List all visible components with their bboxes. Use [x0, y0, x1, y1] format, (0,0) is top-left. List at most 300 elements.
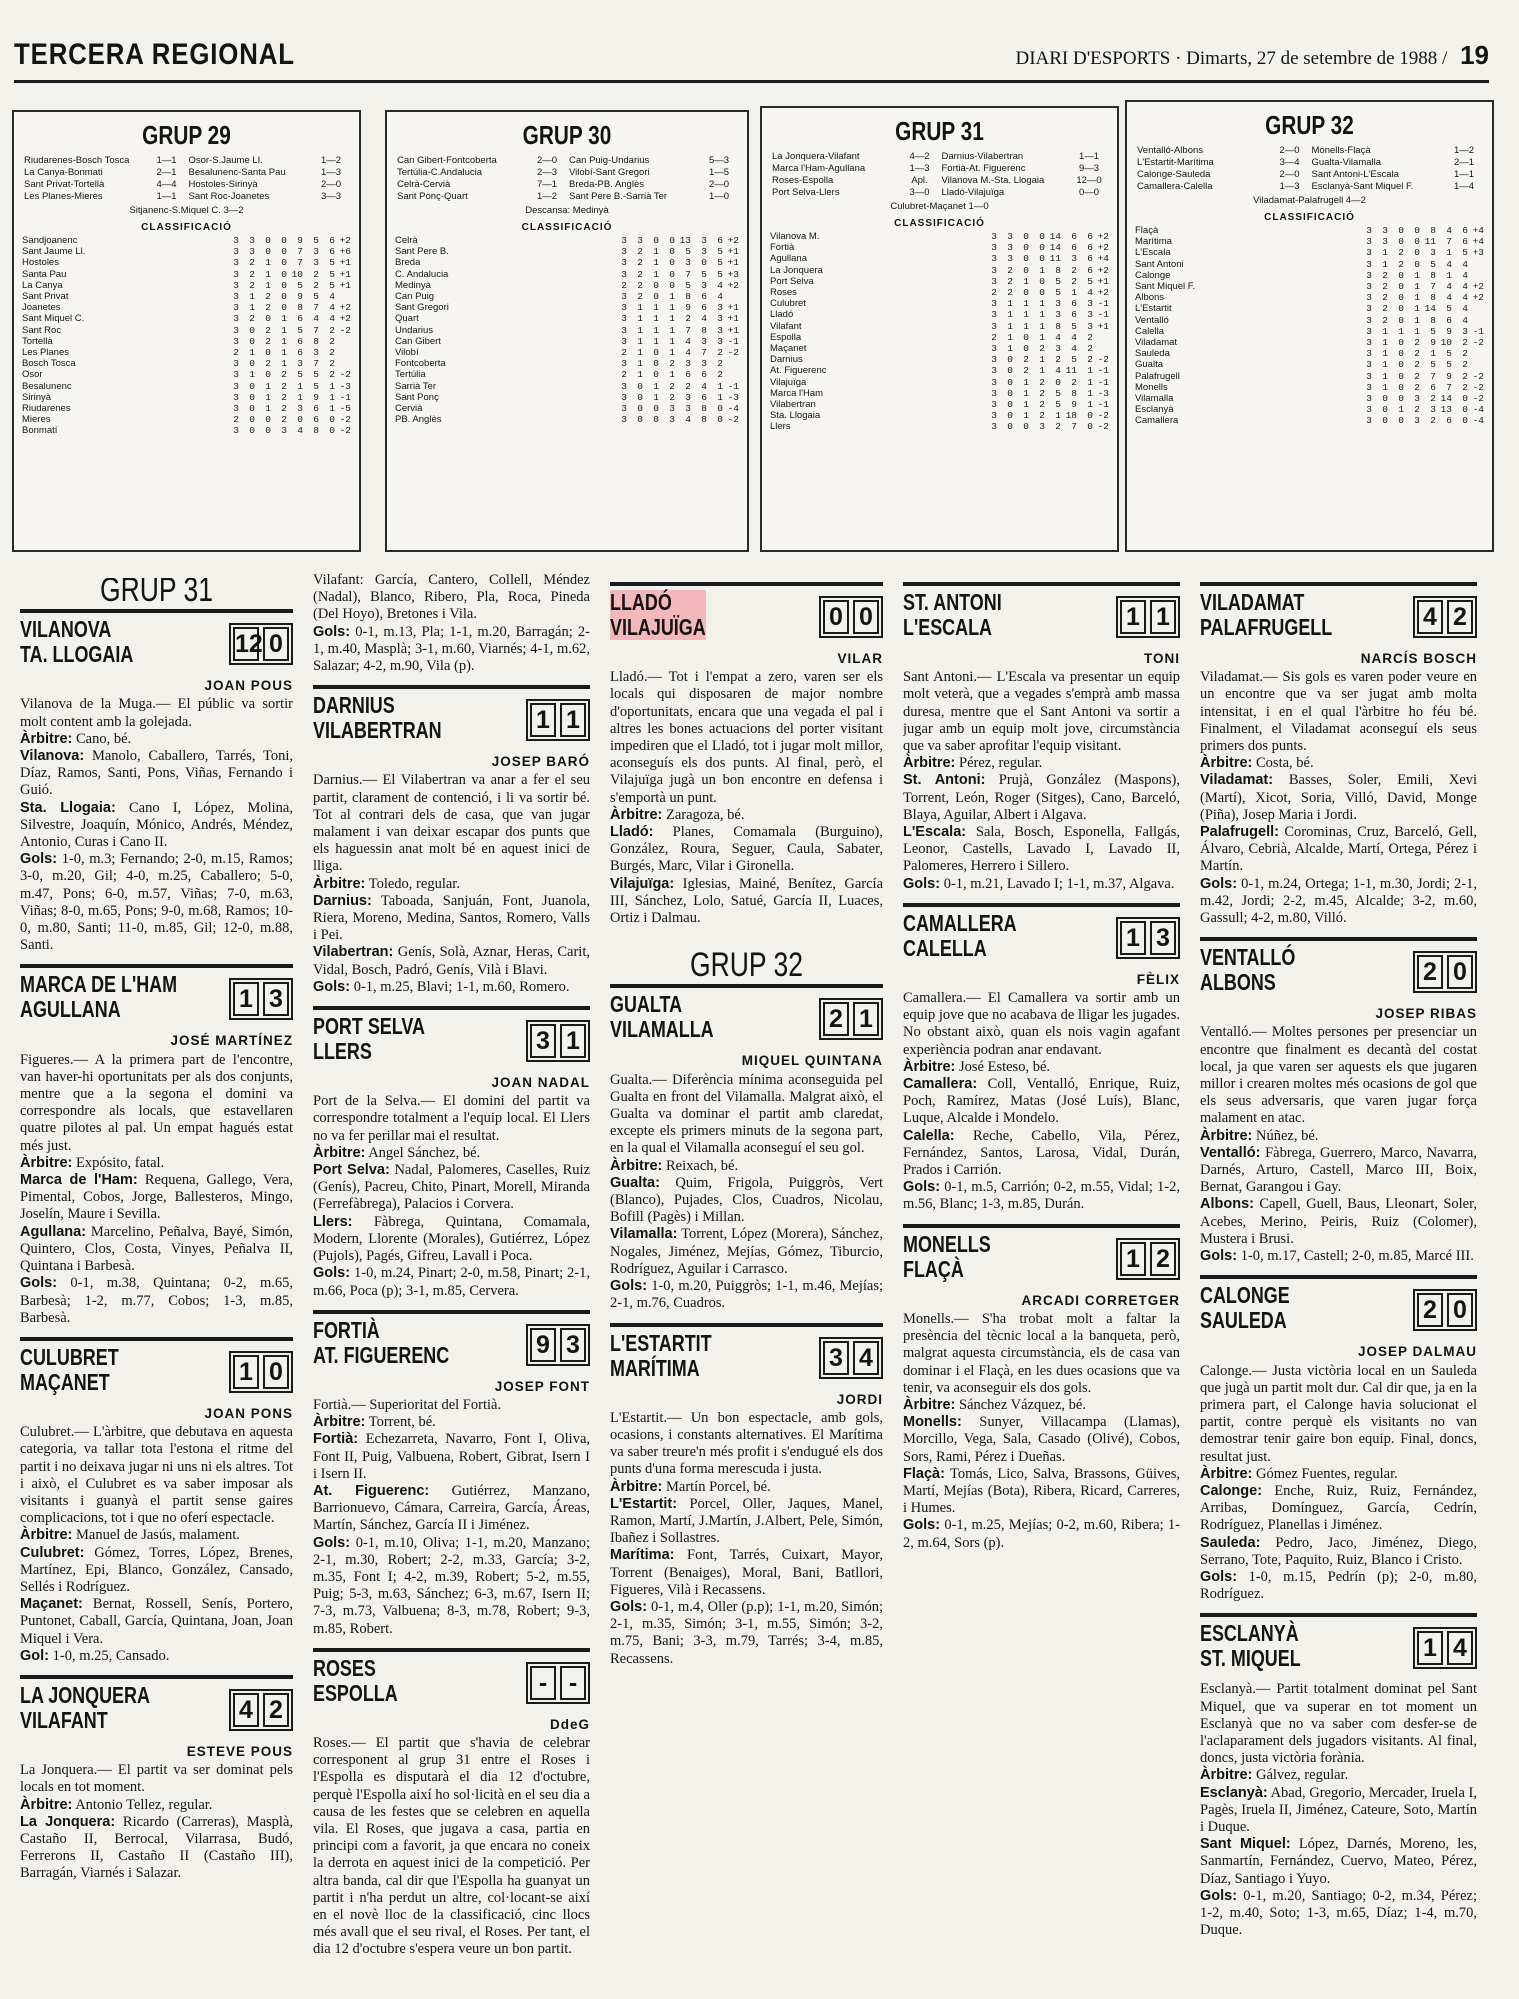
result-teams: Vilanova M.-Sta. Llogaia	[941, 175, 1045, 186]
stat-cell: 9	[297, 291, 303, 303]
referee	[903, 1397, 1180, 1414]
stat-cell: 0	[1087, 421, 1093, 433]
stat-cell: 0	[1398, 415, 1404, 427]
value: Nadal, Palomeres, Caselles, Ruiz (Genís), Pacreu, Chito, Pinart, Morell, Miranda (Ferrefàbrega), Palacios i Corvera.	[313, 1162, 590, 1213]
referee	[1200, 1128, 1477, 1145]
stat-cell: 3	[991, 421, 997, 433]
team-name: Osor	[22, 369, 43, 381]
stat-cell: 6	[1462, 236, 1468, 248]
match-llado-vilajuiga	[610, 582, 883, 927]
stat-cell: 6	[1087, 253, 1093, 265]
stat-cell: 0	[1382, 404, 1388, 416]
stat-cell: +3	[1472, 247, 1484, 259]
home-team: VILANOVA	[20, 616, 112, 643]
result-teams: Sant Pere B.-Sarrià Ter	[569, 191, 668, 202]
standings-row	[770, 343, 1109, 354]
standings-row	[770, 298, 1109, 309]
team-name: Palafrugell	[1135, 370, 1180, 382]
result-teams: Ventalló-Albons	[1137, 145, 1204, 156]
stat-cell: 3	[991, 242, 997, 254]
stat-cell: 4	[701, 313, 707, 325]
label: Viladamat:	[1200, 772, 1274, 789]
goals	[903, 1179, 1180, 1213]
match-viladamat-palafrugell	[1200, 582, 1477, 927]
stat-cell: 7	[313, 324, 319, 336]
report-text: Port de la Selva.— El domini del partit va correspondre totalment a l'equip local. El Llers no va fer perillar mai el resultat.	[313, 1093, 590, 1144]
stat-cell: 5	[313, 380, 319, 392]
standings-row	[22, 414, 351, 425]
away-team: CALELLA	[903, 934, 987, 961]
match-teams	[1200, 1283, 1290, 1333]
lineup-home	[610, 1496, 883, 1548]
stat-cell: 2	[1414, 381, 1420, 393]
stat-cell: 4	[717, 279, 723, 291]
stat-cell: 3	[1366, 325, 1372, 337]
lineup-home	[903, 772, 1180, 824]
stat-cell: 6	[1071, 242, 1077, 254]
team-name: Sant Pere B.	[395, 246, 449, 258]
away-score: 3	[1150, 921, 1176, 955]
label: Àrbitre:	[20, 1154, 73, 1171]
stat-cell: 2	[1382, 269, 1388, 281]
result-teams: Can Gibert-Fontcoberta	[397, 155, 497, 166]
stat-cell: 3	[991, 365, 997, 377]
away-team: L'ESCALA	[903, 614, 992, 640]
label: St. Antoni:	[903, 772, 986, 789]
stat-cell: 4	[329, 313, 335, 325]
result-teams: Sant Roc-Joanetes	[188, 191, 270, 202]
stat-cell	[335, 336, 351, 347]
value: Iglesias, Mainé, Benítez, García III, Sánchez, Lolo, Satué, García II, Luaces, Ortiz i Dalmau.	[610, 875, 883, 927]
stat-cell: 1	[265, 279, 271, 291]
team-name: Esclanyà	[1135, 404, 1174, 416]
label: Àrbitre:	[610, 806, 663, 823]
stat-cell: 2	[329, 324, 335, 336]
stat-cell: -1	[727, 380, 739, 392]
stat-cell: -2	[339, 369, 351, 381]
stat-cell: 0	[265, 347, 271, 359]
stat-cell: 11	[1424, 236, 1436, 248]
stat-cell: 0	[669, 246, 675, 258]
group-title: GRUP 30	[522, 120, 612, 150]
label: Vilamalla:	[610, 1226, 678, 1243]
column-5	[1200, 572, 1477, 1988]
extra-result: Viladamat-Palafrugell 4—2	[1253, 195, 1366, 206]
lineup-home	[20, 1172, 293, 1224]
referee	[610, 1158, 883, 1175]
stat-cell: 2	[281, 369, 287, 381]
team-name: Les Planes	[22, 347, 70, 359]
value: Manuel de Jasús, malament.	[76, 1527, 240, 1544]
author: MIQUEL QUINTANA	[741, 1053, 883, 1069]
standings-table	[1135, 225, 1484, 427]
stat-cell: +1	[339, 268, 351, 280]
stat-cell: 3	[249, 235, 255, 246]
stat-cell: 0	[249, 403, 255, 415]
stat-cell: 3	[297, 403, 303, 415]
lineup-away	[903, 1128, 1180, 1180]
stat-cell: 3	[1366, 225, 1372, 236]
stat-cell: 1	[1023, 298, 1029, 310]
stat-cell: 8	[1055, 320, 1061, 332]
lineup-away	[20, 800, 293, 852]
standings-row	[1135, 326, 1484, 337]
stat-cell: 3	[233, 324, 239, 336]
stat-cell: 4	[1462, 281, 1468, 293]
stat-cell: 5	[1055, 399, 1061, 411]
stat-cell: 2	[265, 324, 271, 336]
stat-cell: 0	[1398, 236, 1404, 248]
stat-cell: 9	[685, 302, 691, 314]
standings-row	[22, 246, 351, 257]
stat-cell: 1	[637, 302, 643, 314]
lineup-home	[1200, 772, 1477, 824]
stat-cell: 1	[637, 313, 643, 325]
author: JOAN POUS	[204, 678, 293, 694]
result-score: 4—4	[156, 179, 177, 190]
value: Gálvez, regular.	[1256, 1767, 1349, 1784]
stat-cell: 5	[329, 279, 335, 291]
score-box	[1413, 1627, 1477, 1669]
home-team: L'ESTARTIT	[610, 1329, 712, 1356]
result-score: 12—0	[1076, 175, 1102, 186]
standings-row	[770, 354, 1109, 365]
team-name: Can Gibert	[395, 335, 441, 347]
stat-cell: 8	[701, 324, 707, 336]
result-teams: Camallera-Calella	[1137, 181, 1213, 192]
standings-row	[22, 369, 351, 380]
stat-cell: 0	[1023, 421, 1029, 433]
stat-cell: 2	[249, 313, 255, 325]
result-score: 1—2	[1453, 145, 1475, 156]
stat-cell	[1468, 359, 1484, 370]
lineup-away	[1200, 1196, 1477, 1248]
stat-cell: 2	[1039, 399, 1045, 411]
stat-cell: 1	[1055, 410, 1061, 422]
stat-cell: 2	[1023, 365, 1029, 377]
stat-cell: 0	[1039, 287, 1045, 299]
home-team: LLADÓ	[610, 590, 706, 615]
stat-cell: 0	[249, 324, 255, 336]
score-box	[1116, 1238, 1180, 1280]
match-header	[903, 903, 1180, 971]
referee	[1200, 1767, 1477, 1784]
stat-cell: 6	[1071, 231, 1077, 242]
referee	[903, 755, 1180, 772]
team-name: Sant Ponç	[395, 391, 439, 403]
stat-cell: +2	[1472, 281, 1484, 293]
result-teams: Osor-S.Jaume LI.	[188, 155, 263, 166]
match-jonquera-continued: Vilafant: García, Cantero, Collell, Méndez (Nadal), Blanco, Ribero, Pla, Roca, Pineda (Del Hoyo), Bretones i Vila.	[313, 572, 590, 623]
referee	[313, 876, 590, 893]
result-teams: Sant Antoni-L'Escala	[1311, 169, 1399, 180]
stat-cell: 3	[621, 335, 627, 347]
team-name: Vilobí	[395, 347, 419, 359]
goals	[1200, 1569, 1477, 1603]
away-team: ST. MIQUEL	[1200, 1645, 1301, 1672]
stat-cell: 2	[265, 358, 271, 370]
stat-cell: 0	[249, 425, 255, 437]
stat-cell: -3	[727, 391, 739, 403]
label: Darnius:	[313, 892, 372, 909]
standings-row	[22, 235, 351, 246]
stat-cell: 2	[249, 257, 255, 269]
stat-cell: 2	[1039, 343, 1045, 355]
label: At. Figuerenc:	[313, 1482, 430, 1499]
stat-cell: 6	[297, 335, 303, 347]
stat-cell: 3	[1366, 381, 1372, 393]
stat-cell: 1	[1382, 359, 1388, 371]
stat-cell: 4	[1462, 303, 1468, 315]
team-name: Sant Roc	[22, 324, 62, 336]
standings-row	[770, 365, 1109, 376]
goals	[610, 1278, 883, 1312]
home-team: MONELLS	[903, 1230, 991, 1257]
team-name: Riudarenes	[22, 403, 71, 415]
stat-cell: +2	[1097, 231, 1109, 242]
stat-cell: 7	[685, 268, 691, 280]
stat-cell: 1	[1382, 348, 1388, 360]
stat-cell: 1	[637, 358, 643, 370]
stat-cell: 0	[653, 347, 659, 359]
author: FÈLIX	[1136, 971, 1180, 987]
away-score: 1	[560, 1024, 586, 1058]
team-name: Viladamat	[1135, 337, 1178, 349]
result-score: 0—0	[1078, 187, 1100, 198]
stat-cell: 0	[281, 279, 287, 291]
match-gualta-vilamalla	[610, 984, 883, 1312]
value: Sala, Bosch, Esponella, Fallgás, Leonor, Castells, Lavado I, Lavado II, Palomeres, Herrero i Sillero.	[903, 824, 1180, 875]
lineup-away	[1200, 824, 1477, 876]
standings-table	[770, 231, 1109, 433]
stat-cell: -2	[727, 347, 739, 359]
team-name: Albons	[1135, 292, 1165, 304]
stat-cell: 1	[1007, 309, 1013, 321]
column-4	[903, 572, 1180, 1988]
stat-cell: 4	[1446, 258, 1452, 270]
standings-row	[395, 302, 739, 313]
lineup-home	[1200, 1483, 1477, 1535]
stat-cell: 4	[1446, 281, 1452, 293]
stat-cell: 8	[313, 335, 319, 347]
home-team: MARCA DE L'HAM	[20, 971, 178, 998]
stat-cell: 9	[1430, 337, 1436, 349]
stat-cell: +3	[727, 268, 739, 280]
value: Fàbrega, Guerrero, Marco, Navarra, Darnés, Arturo, Castell, Marco III, Boix, Bernat, Garangou i Gay.	[1200, 1144, 1477, 1196]
label: Esclanyà:	[1200, 1784, 1268, 1801]
standings-box-grup-32	[1125, 100, 1494, 552]
stat-cell: 1	[1023, 387, 1029, 399]
lineup-home	[1200, 1145, 1477, 1197]
results-grid	[24, 155, 349, 203]
team-name: Sant Gregori	[395, 302, 449, 314]
away-score: -	[560, 1666, 586, 1700]
stat-cell: 3	[685, 358, 691, 370]
stat-cell: 5	[717, 246, 723, 258]
lineup-home	[20, 748, 293, 800]
value: Gómez Fuentes, regular.	[1256, 1465, 1398, 1482]
match-teams	[903, 911, 1017, 961]
stat-cell: +2	[727, 235, 739, 246]
stat-cell: 0	[249, 335, 255, 347]
match-roses-espolla	[313, 1648, 590, 1959]
stat-cell: 0	[1398, 348, 1404, 360]
value: 0-1, m.10, Oliva; 1-1, m.20, Manzano; 2-1, m.30, Robert; 2-2, m.33, García; 3-2, m.35, Font I; 4-2, m.39, Robert; 5-2, m.55, Puig; 5-3, m.63, Sánchez; 6-3, m.67, Isern II; 7-3, m.73, Valbuena; 8-3, m.78, Robert; 9-3, m.85, Robert.	[313, 1534, 590, 1637]
value: 0-1, m.21, Lavado I; 1-1, m.37, Algava.	[943, 875, 1175, 892]
stat-cell: 1	[717, 380, 723, 392]
team-name: Quart	[395, 313, 419, 325]
label: Ventalló:	[1200, 1144, 1261, 1161]
stat-cell: 1	[1398, 325, 1404, 337]
stat-cell: +1	[727, 302, 739, 314]
stat-cell: -4	[1472, 415, 1484, 427]
stat-cell: 3	[701, 279, 707, 291]
stat-cell: 2	[1055, 354, 1061, 366]
stat-cell: 3	[991, 298, 997, 310]
value: Gómez, Torres, López, Brenes, Martínez, Epi, Blanco, González, Cansado, Sellés i Rodríguez.	[20, 1544, 293, 1595]
label: Marca de l'Ham:	[20, 1172, 138, 1189]
stat-cell: 4	[1462, 258, 1468, 270]
stat-cell: 1	[1023, 309, 1029, 321]
match-teams	[1200, 1621, 1301, 1671]
match-santantoni-escala	[903, 582, 1180, 893]
author: JORDI	[836, 1391, 883, 1407]
away-score: 2	[263, 1693, 289, 1727]
result-teams: Besalunenc-Santa Pau	[188, 167, 286, 178]
group-title: GRUP 32	[1265, 110, 1354, 140]
home-score: 9	[530, 1328, 556, 1362]
stat-cell: 3	[621, 403, 627, 415]
stat-cell: 3	[1007, 253, 1013, 265]
stat-cell: 1	[329, 403, 335, 415]
stat-cell: 9	[1446, 370, 1452, 382]
stat-cell: 2	[685, 313, 691, 325]
label: Gols:	[1200, 1887, 1238, 1904]
result-score: 9—3	[1078, 163, 1100, 174]
value: Planes, Comamala (Burguino), González, Roura, Seguer, Caula, Sabater, Burgés, Marc, Vilar i Gironella.	[610, 824, 883, 875]
standings-row	[1135, 225, 1484, 236]
stat-cell: 8	[313, 425, 319, 437]
label: Sauleda:	[1200, 1534, 1261, 1551]
report-text: Calonge.— Justa victòria local en un Sauleda que jugà un partit molt dur. Cal dir que, ja en la primera part, el Calonge havia solucionat el partit, contre perquè els visitants no van demostrar tenir gaire bon equip. Final, doncs, resultat just.	[1200, 1362, 1477, 1465]
match-header	[610, 582, 883, 650]
stat-cell: 5	[1446, 348, 1452, 360]
result-teams: Riudarenes-Bosch Tosca	[24, 155, 130, 166]
stat-cell: 0	[1414, 258, 1420, 270]
result-score: 1—1	[1453, 169, 1475, 180]
grup31-heading: GRUP 31	[99, 578, 214, 609]
team-name: Bosch Tosca	[22, 358, 76, 370]
stat-cell: 2	[233, 414, 239, 426]
group-title: GRUP 31	[895, 116, 984, 146]
value: 0-1, m.5, Carrión; 0-2, m.55, Vidal; 1-2, m.56, Blanc; 1-3, m.85, Durán.	[903, 1179, 1180, 1213]
stat-cell	[723, 369, 739, 380]
stat-cell: 3	[233, 302, 239, 314]
stat-cell: 3	[233, 391, 239, 403]
standings-row	[395, 347, 739, 358]
label: Gols:	[20, 851, 58, 868]
stat-cell: 3	[233, 358, 239, 370]
standings-row	[1135, 270, 1484, 281]
stat-cell: 4	[1055, 331, 1061, 343]
value: Cano I, López, Molina, Silvestre, Joaquín, Mónico, Andrés, Méndez, Antonio, Curas i Cano II.	[20, 799, 293, 851]
stat-cell: 8	[1430, 314, 1436, 326]
stat-cell: 2	[1087, 354, 1093, 366]
label: Àrbitre:	[903, 1058, 956, 1075]
value: Enche, Ruiz, Ruiz, Fernández, Arribas, Domínguez, García, Cedrín, Rodríguez, Planellas i Jiménez.	[1200, 1482, 1477, 1534]
stat-cell: 2	[1382, 281, 1388, 293]
label: Flaçà:	[903, 1465, 945, 1482]
standings-row	[770, 287, 1109, 298]
stat-cell: 5	[1071, 320, 1077, 332]
team-name: Port Selva	[770, 275, 814, 287]
team-name: Breda	[395, 257, 421, 269]
stat-cell: 1	[1382, 247, 1388, 259]
result-teams: Hostoles-Sirinyà	[188, 179, 258, 190]
stat-cell: 3	[1462, 325, 1468, 337]
stat-cell: 2	[669, 358, 675, 370]
stat-cell: 2	[1414, 370, 1420, 382]
label: Port Selva:	[313, 1162, 390, 1179]
stat-cell: 2	[621, 369, 627, 381]
stat-cell: 3	[1366, 303, 1372, 315]
stat-cell: 3	[1366, 359, 1372, 371]
result-score: 3—4	[1279, 157, 1300, 168]
stat-cell: 3	[1366, 281, 1372, 293]
match-header	[610, 984, 883, 1052]
result-score: 2—1	[156, 167, 177, 178]
stat-cell: 4	[1446, 225, 1452, 236]
stat-cell: 0	[653, 369, 659, 381]
stat-cell: +1	[727, 257, 739, 269]
stat-cell: 1	[653, 391, 659, 403]
stat-cell: 1	[637, 369, 643, 381]
match-teams	[1200, 590, 1332, 640]
stat-cell: 3	[233, 403, 239, 415]
classification-label: CLASSIFICACIÓ	[894, 218, 985, 229]
value: Pedro, Jaco, Jiménez, Diego, Serrano, Tote, Paquito, Ruiz, Blanco i Cristo.	[1200, 1534, 1477, 1568]
standings-row	[770, 332, 1109, 343]
standings-row	[395, 403, 739, 414]
match-teams	[610, 992, 714, 1042]
referee	[1200, 1466, 1477, 1483]
match-fortia-figuerenc	[313, 1310, 590, 1638]
stat-cell: 2	[1023, 354, 1029, 366]
stat-cell: -2	[1472, 370, 1484, 382]
stat-cell: 2	[1398, 258, 1404, 270]
stat-cell: +2	[339, 313, 351, 325]
stat-cell: -1	[1097, 399, 1109, 411]
away-score: 4	[853, 1341, 879, 1375]
match-teams	[903, 1232, 991, 1282]
extra-result: Descansa: Medinyà	[525, 205, 609, 216]
value: Genís, Solà, Aznar, Heras, Carit, Vidal, Bosch, Padró, Genís, Vilà i Blavi.	[313, 944, 590, 978]
stat-cell: 3	[991, 343, 997, 355]
stat-cell: +4	[1472, 236, 1484, 248]
label: Àrbitre:	[313, 1144, 366, 1161]
match-ventallo-albons	[1200, 937, 1477, 1265]
home-team: CAMALLERA	[903, 909, 1017, 936]
stat-cell: 6	[1462, 225, 1468, 236]
value: Requena, Gallego, Vera, Pimental, Cobos, Jorge, Ballesteros, Mingo, Joselín, Maure i Sevilla.	[20, 1172, 293, 1223]
result-score: 2—0	[708, 179, 730, 190]
away-score: 3	[263, 982, 289, 1016]
stat-cell: 3	[313, 246, 319, 258]
standings-row	[770, 421, 1109, 432]
stat-cell: 3	[233, 425, 239, 437]
match-header	[20, 1337, 293, 1405]
referee	[20, 1155, 293, 1172]
